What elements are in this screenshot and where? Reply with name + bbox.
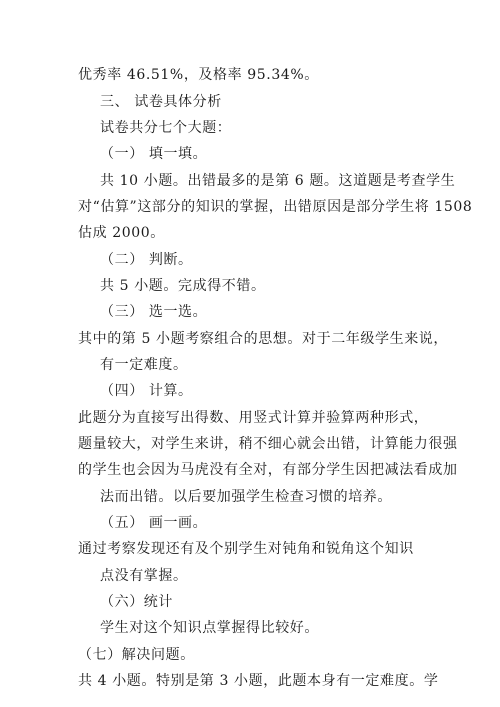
section-heading: 三、 试卷具体分析 [100, 94, 222, 110]
paragraph-line: 此题分为直接写出得数、用竖式计算并验算两种形式， [78, 410, 429, 426]
paragraph-line: 法而出错。以后要加强学生检查习惯的培养。 [100, 489, 392, 505]
subheading-judge: （二） 判断。 [100, 252, 193, 268]
paragraph-line: 有一定难度。 [100, 357, 188, 373]
pass-rate-line: 优秀率 46.51%，及格率 95.34%。 [78, 67, 319, 83]
paragraph-line: 的学生也会因为马虎没有全对，有部分学生因把减法看成加 [78, 462, 458, 478]
subheading-statistics: （六）统计 [100, 594, 173, 610]
paragraph-line: 试卷共分七个大题： [100, 120, 232, 136]
subheading-problem-solving: （七）解决问题。 [78, 647, 195, 663]
paragraph-line: 共 10 小题。出错最多的是第 6 题。这道题是考查学生 [100, 173, 456, 189]
paragraph-line: 对“估算”这部分的知识的掌握，出错原因是部分学生将 1508 [78, 199, 473, 215]
paragraph-line: 其中的第 5 小题考察组合的思想。对于二年级学生来说， [78, 331, 449, 347]
paragraph-line: 学生对这个知识点掌握得比较好。 [100, 620, 319, 636]
paragraph-line: 估成 2000。 [78, 225, 165, 241]
paragraph-line: 题量较大，对学生来讲，稍不细心就会出错，计算能力很强 [78, 436, 458, 452]
subheading-fill-in: （一） 填一填。 [100, 146, 208, 162]
subheading-draw: （五） 画一画。 [100, 515, 208, 531]
paragraph-line: 点没有掌握。 [100, 568, 188, 584]
paragraph-line: 通过考察发现还有及个别学生对钝角和锐角这个知识 [78, 541, 414, 557]
subheading-choose: （三） 选一选。 [100, 304, 208, 320]
paragraph-line: 共 4 小题。特别是第 3 小题，此题本身有一定难度。学 [78, 673, 439, 689]
paragraph-line: 共 5 小题。完成得不错。 [100, 278, 266, 294]
subheading-calculate: （四） 计算。 [100, 383, 193, 399]
